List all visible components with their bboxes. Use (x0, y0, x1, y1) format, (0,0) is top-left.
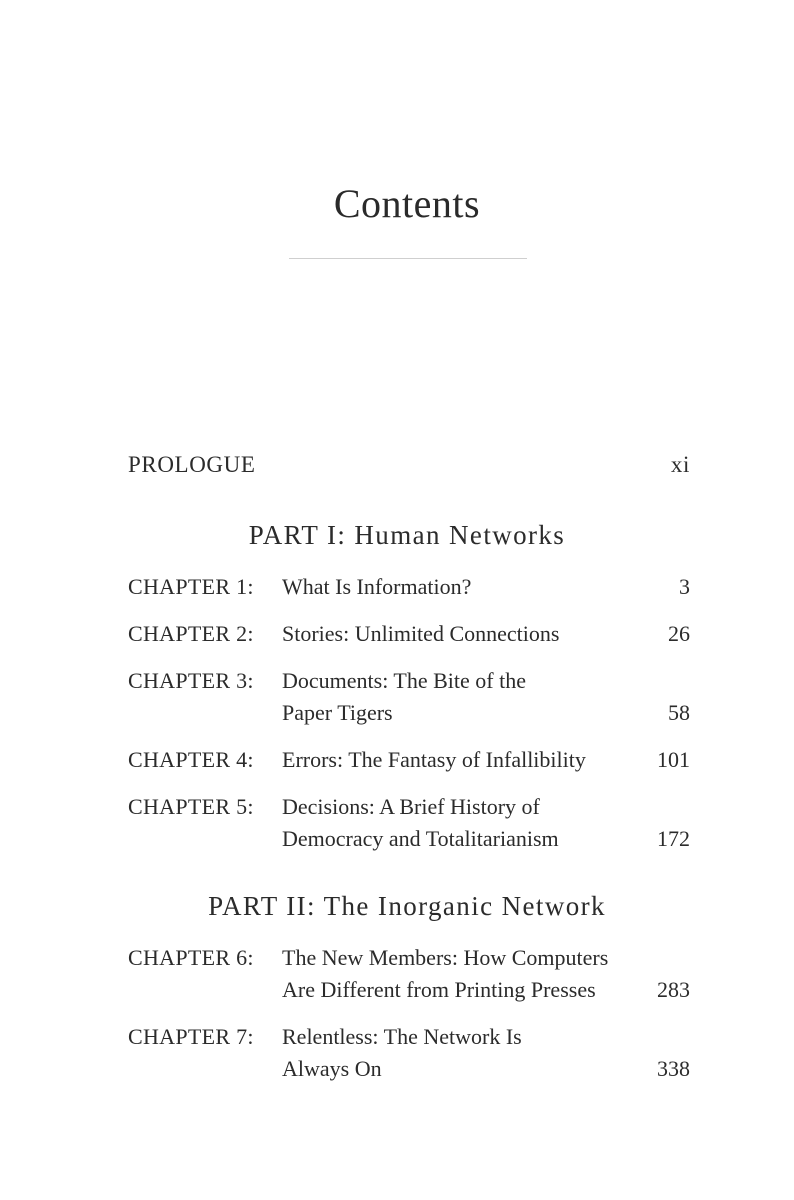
chapter-6-label: CHAPTER 6: (128, 945, 254, 970)
chapter-7-label: CHAPTER 7: (128, 1024, 254, 1049)
chapter-4-title: Errors: The Fantasy of Infallibility (282, 747, 586, 772)
chapter-7-title-line-1: Relentless: The Network Is (282, 1024, 522, 1049)
chapter-5-page-number: 172 (657, 826, 690, 851)
title-divider (289, 258, 527, 259)
chapter-7-entry[interactable] (128, 1021, 690, 1085)
chapter-6-entry[interactable] (128, 942, 690, 1006)
chapter-1-label: CHAPTER 1: (128, 574, 254, 599)
chapter-5-entry[interactable] (128, 791, 690, 855)
prologue-label: PROLOGUE (128, 452, 256, 477)
chapter-3-title-line-1: Documents: The Bite of the (282, 668, 526, 693)
chapter-4-page-number: 101 (657, 747, 690, 772)
chapter-5-title-line-1: Decisions: A Brief History of (282, 794, 540, 819)
page-title: Contents (333, 181, 481, 226)
chapter-6-title-line-1: The New Members: How Computers (282, 945, 609, 970)
chapter-7-page-number: 338 (657, 1056, 690, 1081)
prologue-entry[interactable] (128, 452, 690, 478)
part-2-heading: PART II: The Inorganic Network (208, 891, 606, 921)
chapter-4-label: CHAPTER 4: (128, 747, 254, 772)
chapter-3-label: CHAPTER 3: (128, 668, 254, 693)
chapter-2-entry[interactable] (128, 618, 690, 650)
chapter-3-entry[interactable] (128, 665, 690, 729)
chapter-3-title-line-2: Paper Tigers (282, 700, 393, 725)
prologue-page-number: xi (670, 452, 690, 477)
chapter-1-title: What Is Information? (282, 574, 472, 599)
chapter-2-label: CHAPTER 2: (128, 621, 254, 646)
chapter-1-entry[interactable] (128, 571, 690, 603)
chapter-2-page-number: 26 (668, 621, 690, 646)
chapter-4-entry[interactable] (128, 744, 690, 776)
chapter-1-page-number: 3 (679, 574, 690, 599)
chapter-2-title: Stories: Unlimited Connections (282, 621, 560, 646)
part-1-heading: PART I: Human Networks (248, 520, 566, 550)
chapter-6-title-line-2: Are Different from Printing Presses (282, 977, 596, 1002)
chapter-6-page-number: 283 (657, 977, 690, 1002)
chapter-5-title-line-2: Democracy and Totalitarianism (282, 826, 559, 851)
chapter-3-page-number: 58 (668, 700, 690, 725)
chapter-5-label: CHAPTER 5: (128, 794, 254, 819)
chapter-7-title-line-2: Always On (282, 1056, 382, 1081)
